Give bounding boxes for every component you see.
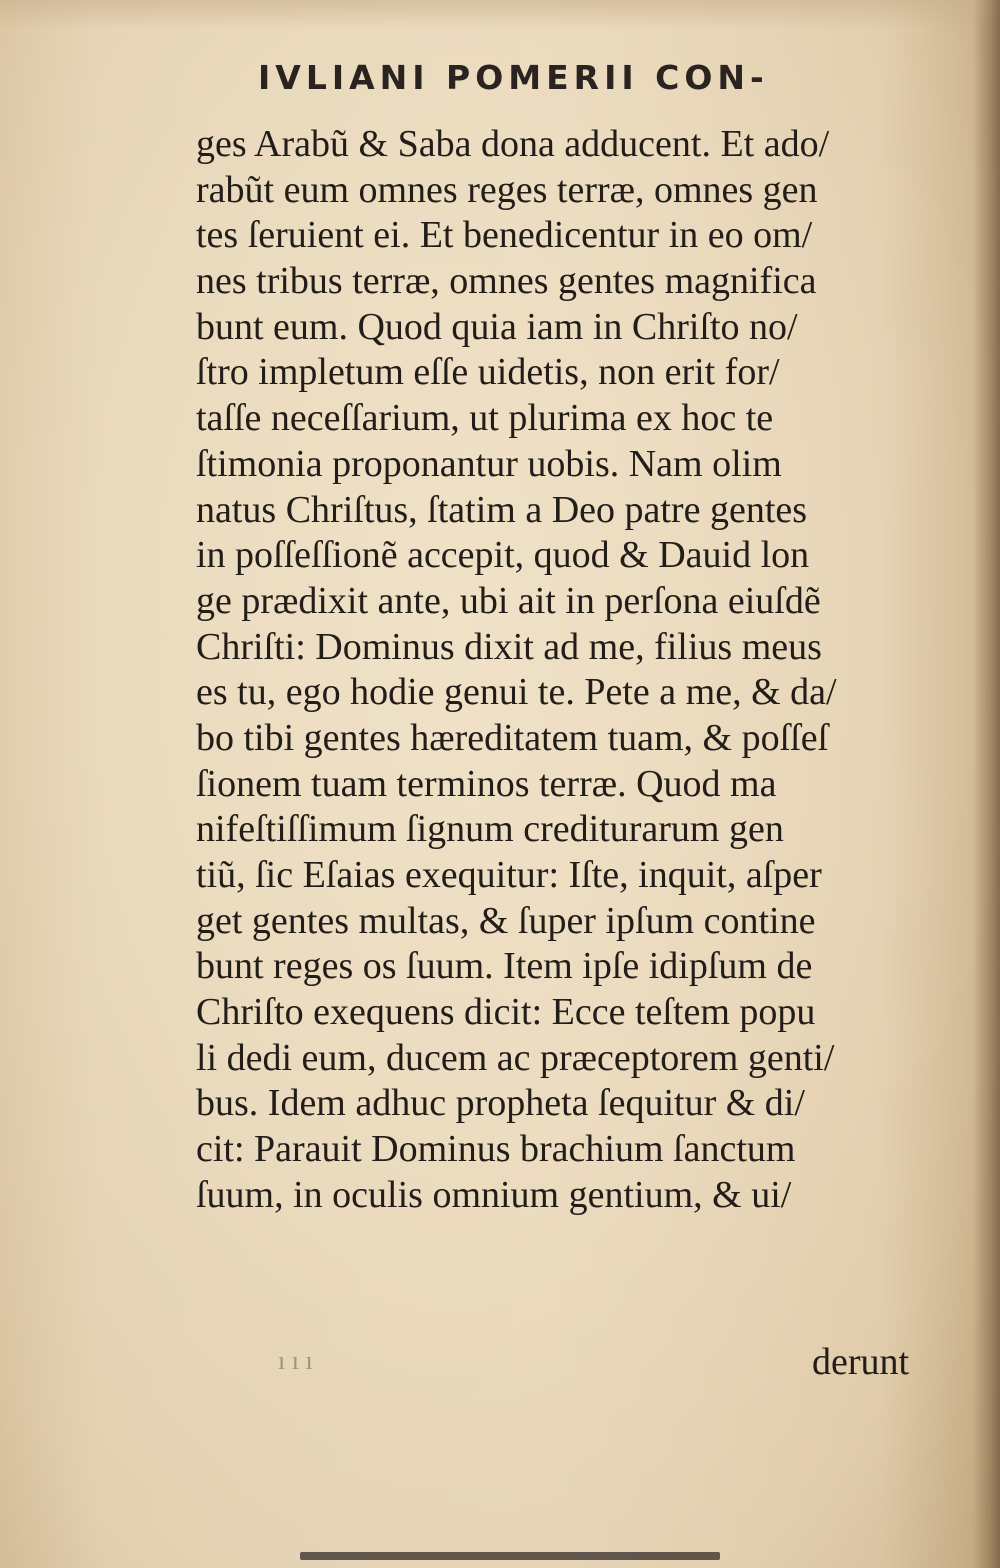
text-line: li dedi eum, ducem ac præceptorem genti/ xyxy=(196,1036,835,1079)
text-line: nifeſtiſſimum ſignum crediturarum gen xyxy=(196,808,784,851)
signature-marks: ı ı ı xyxy=(278,1346,313,1375)
text-line: bunt reges os ſuum. Item ipſe idipſum de xyxy=(196,945,813,988)
text-line: taſſe neceſſarium, ut plurima ex hoc te xyxy=(196,397,774,440)
text-line: in poſſeſſionẽ accepit, quod & Dauid lon xyxy=(196,534,810,577)
text-line: bunt eum. Quod quia iam in Chriſto no/ xyxy=(196,305,798,348)
text-line: ges Arabũ & Saba dona adducent. Et ado/ xyxy=(196,123,830,165)
text-line: tiũ, ſic Eſaias exequitur: Iſte, inquit, aſper xyxy=(196,854,822,896)
text-line: ge prædixit ante, ubi ait in perſona eiuſdẽ xyxy=(196,579,821,622)
catchword: derunt xyxy=(812,1341,910,1383)
text-line: ſtro impletum eſſe uidetis, non erit for/ xyxy=(196,351,780,394)
text-line: bo tibi gentes hæreditatem tuam, & poſſeſ xyxy=(196,716,829,759)
page-edge-shadow xyxy=(974,0,1000,1568)
page-top-shadow xyxy=(0,0,1000,30)
text-line: ſuum, in oculis omnium gentium, & ui/ xyxy=(196,1173,792,1216)
bottom-binding-rule xyxy=(300,1552,720,1560)
text-line: natus Chriſtus, ſtatim a Deo patre gentes xyxy=(196,488,808,531)
text-line: Chriſto exequens dicit: Ecce teſtem popu xyxy=(196,991,816,1034)
text-line: es tu, ego hodie genui te. Pete a me, & da/ xyxy=(196,671,837,714)
text-line: rabũt eum omnes reges terræ, omnes gen xyxy=(196,168,818,211)
text-line: ſtimonia proponantur uobis. Nam olim xyxy=(196,442,782,485)
text-line: nes tribus terræ, omnes gentes magnifica xyxy=(196,260,817,303)
text-line: get gentes multas, & ſuper ipſum contine xyxy=(196,899,816,942)
text-line: bus. Idem adhuc propheta ſequitur & di/ xyxy=(196,1082,805,1125)
text-line: tes ſeruient ei. Et benedicentur in eo om/ xyxy=(196,214,813,257)
text-line: Chriſti: Dominus dixit ad me, filius meus xyxy=(196,625,822,668)
body-text xyxy=(196,122,956,1219)
running-header: IVLIANI POMERII CON- xyxy=(258,58,769,97)
text-line: cit: Parauit Dominus brachium ſanctum xyxy=(196,1128,796,1171)
text-line: ſionem tuam terminos terræ. Quod ma xyxy=(196,762,777,805)
